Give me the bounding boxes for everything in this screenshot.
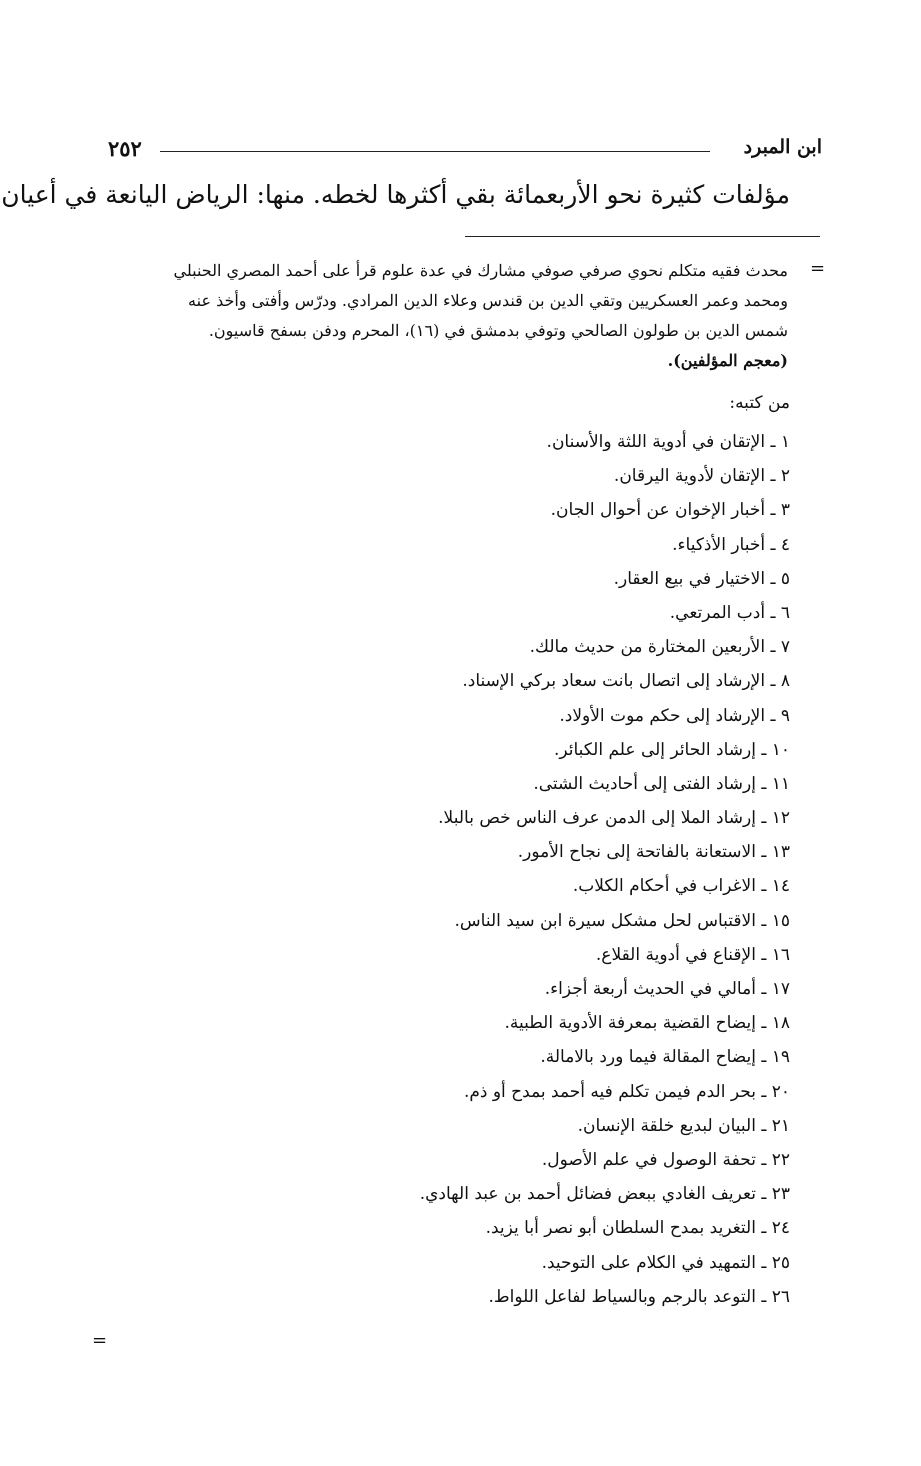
footnote-line: شمس الدين بن طولون الصالحي وتوفي بدمشق في (١٦)، المحرم ودفن بسفح قاسيون. [208,321,788,340]
book-list-item: ٢٥ ـ التمهيد في الكلام على التوحيد. [541,1252,790,1273]
body-text-line: مؤلفات كثيرة نحو الأربعمائة بقي أكثرها لخطه. منها: الرياض اليانعة في أعيان [1,180,790,209]
footnote-continuation-marker-top: = [810,258,826,279]
book-list-item: ٧ ـ الأربعين المختارة من حديث مالك. [529,637,790,658]
book-list-item: ١٦ ـ الإقناع في أدوية القلاع. [595,944,790,965]
book-list-item: ٢ ـ الإتقان لأدوية اليرقان. [613,466,790,487]
book-list-item: ٢١ ـ البيان لبديع خلقة الإنسان. [577,1115,790,1136]
footnote-continuation-marker-bottom: = [92,1330,108,1351]
book-list-item: ١٨ ـ إيضاح القضية بمعرفة الأدوية الطبية. [504,1013,790,1034]
page-number: ٢٥٢ [108,136,142,161]
footnote-line: محدث فقيه متكلم نحوي صرفي صوفي مشارك في عدة علوم قرأ على أحمد المصري الحنبلي [173,261,788,280]
books-heading: من كتبه: [729,393,790,413]
book-list-item: ١٤ ـ الاغراب في أحكام الكلاب. [572,876,790,897]
book-list-item: ٩ ـ الإرشاد إلى حكم موت الأولاد. [559,705,790,726]
footnote-line: ومحمد وعمر العسكريين وتقي الدين بن قندس وعلاء الدين المرادي. ودرّس وأفتى وأخذ عنه [188,291,788,310]
book-list-item: ٢٤ ـ التغريد بمدح السلطان أبو نصر أبا يزيد. [485,1218,790,1239]
book-list-item: ٦ ـ أدب المرتعي. [669,602,790,623]
book-list-item: ٢٠ ـ بحر الدم فيمن تكلم فيه أحمد بمدح أو ذم. [463,1081,790,1102]
books-list [300,425,790,1314]
book-list-item: ٢٢ ـ تحفة الوصول في علم الأصول. [541,1149,790,1170]
book-list-item: ١٧ ـ أمالي في الحديث أربعة أجزاء. [544,979,790,999]
book-list-item: ٣ ـ أخبار الإخوان عن أحوال الجان. [550,500,790,521]
book-list-item: ١٠ ـ إرشاد الحائر إلى علم الكبائر. [553,739,790,760]
footnote-separator [465,236,820,237]
book-list-item: ١٣ ـ الاستعانة بالفاتحة إلى نجاح الأمور. [517,842,790,863]
book-list-item: ١٢ ـ إرشاد الملا إلى الدمن عرف الناس خص بالبلا. [438,808,790,829]
book-list-item: ٢٦ ـ التوعد بالرجم وبالسياط لفاعل اللواط. [488,1286,790,1307]
book-list-item: ١ ـ الإتقان في أدوية اللثة والأسنان. [546,432,790,452]
header-rule [160,151,710,152]
book-list-item: ١١ ـ إرشاد الفتى إلى أحاديث الشتى. [533,773,790,794]
book-list-item: ٢٣ ـ تعريف الغادي ببعض فضائل أحمد بن عبد الهادي. [419,1184,790,1205]
running-head: ابن المبرد [743,136,822,158]
book-list-item: ٤ ـ أخبار الأذكياء. [672,534,790,555]
book-list-item: ٨ ـ الإرشاد إلى اتصال بانت سعاد بركي الإسناد. [462,671,790,692]
footnote-text [108,256,788,376]
book-list-item: ٥ ـ الاختيار في بيع العقار. [613,568,790,589]
footnote-source: (معجم المؤلفين). [667,351,788,370]
book-list-item: ١٥ ـ الاقتباس لحل مشكل سيرة ابن سيد الناس. [454,910,790,931]
book-list-item: ١٩ ـ إيضاح المقالة فيما ورد بالامالة. [540,1047,790,1068]
page-header [108,136,822,168]
